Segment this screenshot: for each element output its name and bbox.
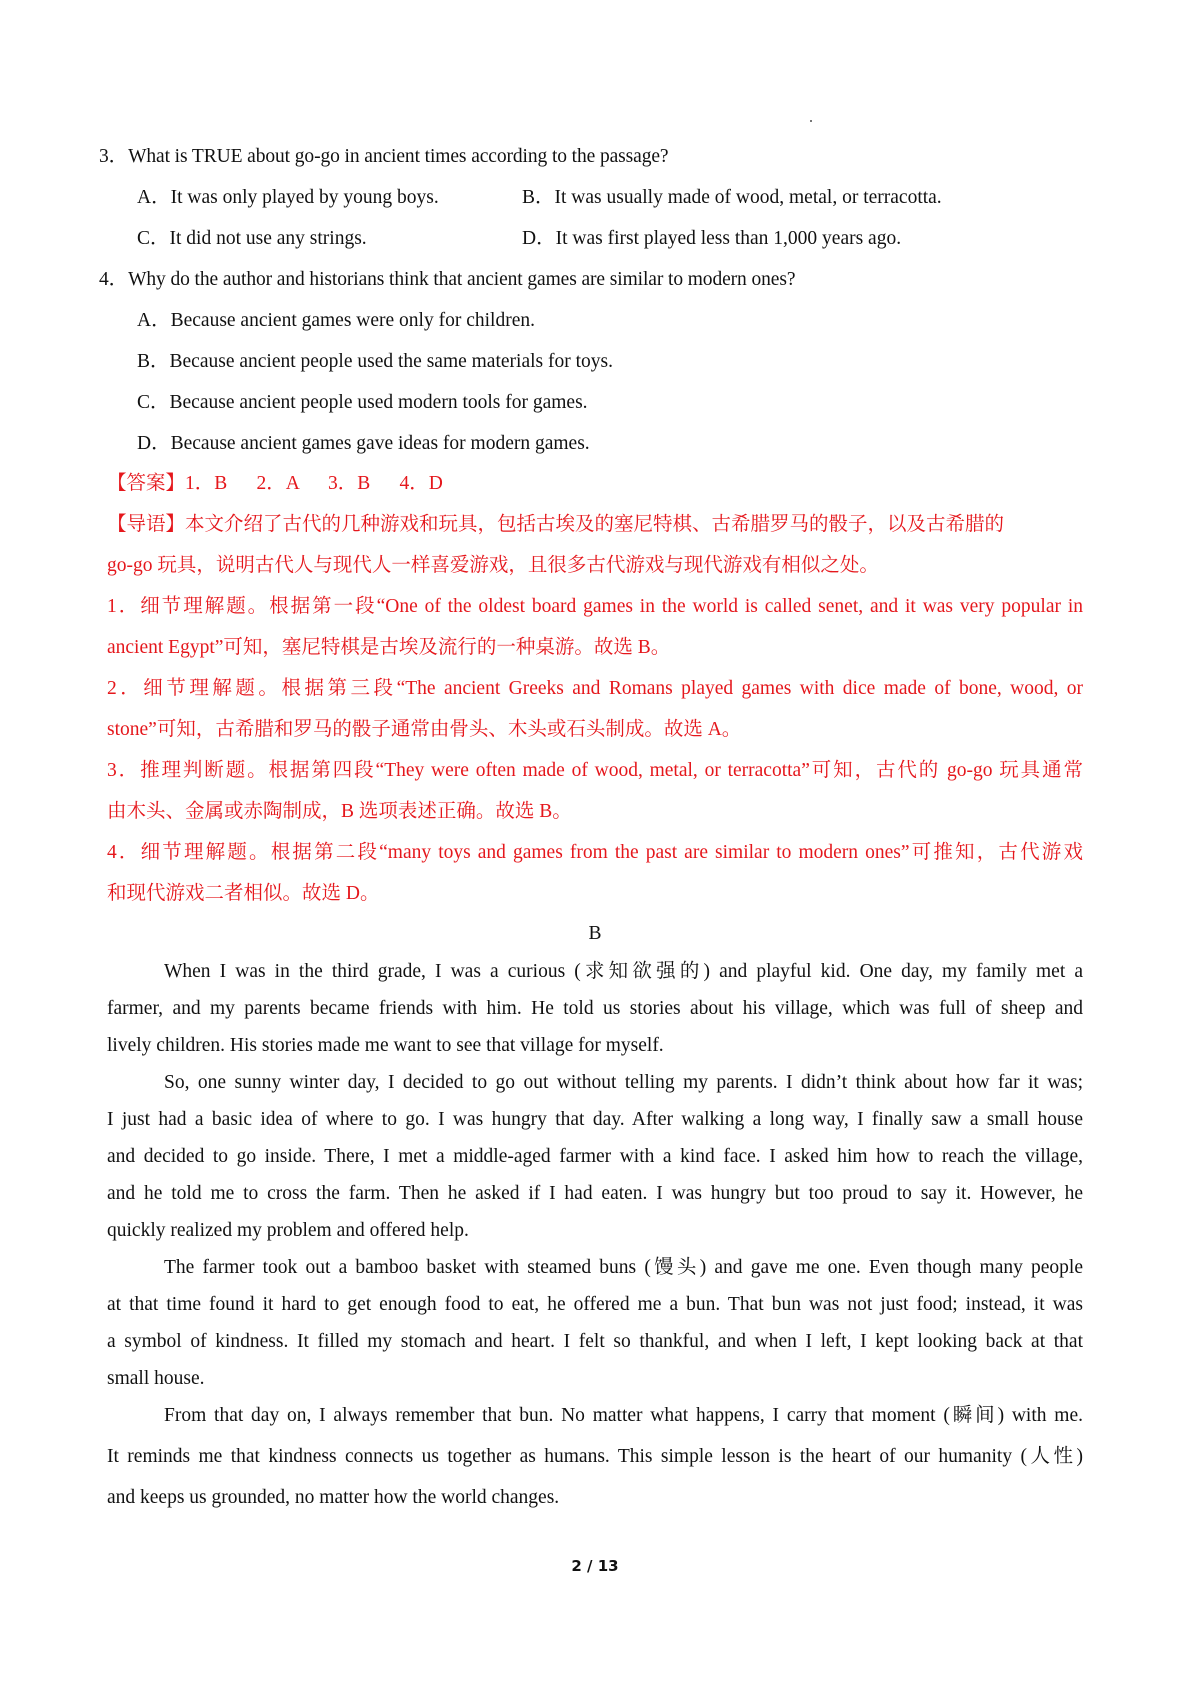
question-3: [99, 143, 1075, 171]
passage-p4-line-1: From that day on, I always remember that bun. No matter what happens, I carry that moment (瞬间) with me.: [164, 1405, 1083, 1426]
section-title: B: [588, 923, 602, 944]
option-label: D．: [522, 228, 556, 249]
question-text: What is TRUE about go-go in ancient times according to the passage?: [128, 146, 669, 167]
question-number: 3．: [99, 146, 129, 167]
option-4a: [137, 307, 1113, 335]
option-3c: [137, 225, 517, 253]
option-3b: [522, 184, 1022, 212]
option-label: C．: [137, 392, 170, 413]
guide-line-1: [107, 511, 1083, 539]
option-label: B．: [522, 187, 555, 208]
option-label: C．: [137, 228, 170, 249]
guide-line-2: go-go 玩具，说明古代人与现代人一样喜爱游戏，且很多古代游戏与现代游戏有相似之处。: [107, 555, 879, 576]
option-text: Because ancient people used modern tools for games.: [169, 392, 588, 413]
answer-text: 1．B 2．A 3．B 4．D: [185, 473, 443, 494]
option-text: Because ancient games were only for children.: [170, 310, 535, 331]
option-label: A．: [137, 310, 171, 331]
answer-label: 【答案】: [107, 473, 186, 494]
explanation-2-line-2: stone”可知，古希腊和罗马的骰子通常由骨头、木头或石头制成。故选 A。: [107, 719, 742, 740]
option-4c: [137, 389, 1113, 417]
option-text: Because ancient people used the same materials for toys.: [169, 351, 613, 372]
passage-p3-line-3: a symbol of kindness. It filled my stomach and heart. I felt so thankful, and when I left, I kept looking back at that: [107, 1331, 1083, 1352]
explanation-4-line-2: 和现代游戏二者相似。故选 D。: [107, 883, 380, 904]
passage-p2-line-2: I just had a basic idea of where to go. I was hungry that day. After walking a long way, I finally saw a small house: [107, 1109, 1083, 1130]
explanation-1-line-1: 1．细节理解题。根据第一段“One of the oldest board games in the world is called senet, and it was very popular in: [107, 596, 1083, 617]
option-text: It did not use any strings.: [169, 228, 367, 249]
option-4d: [137, 430, 1113, 458]
question-text: Why do the author and historians think that ancient games are similar to modern ones?: [128, 269, 796, 290]
explanation-4-line-1: 4．细节理解题。根据第二段“many toys and games from the past are similar to modern ones”可推知，古代游戏: [107, 842, 1083, 863]
passage-p2-line-4: and he told me to cross the farm. Then he asked if I had eaten. I was hungry but too proud to say it. However, he: [107, 1183, 1083, 1204]
option-text: It was first played less than 1,000 years ago.: [555, 228, 902, 249]
passage-p2-line-3: and decided to go inside. There, I met a middle-aged farmer with a kind face. I asked him how to reach the village,: [107, 1146, 1083, 1167]
option-4b: [137, 348, 1113, 376]
option-text: It was only played by young boys.: [170, 187, 439, 208]
passage-p3-line-2: at that time found it hard to get enough food to eat, he offered me a bun. That bun was not just food; instead, it was: [107, 1294, 1083, 1315]
page-number: 2 / 13: [571, 1557, 619, 1575]
passage-p4-line-2: It reminds me that kindness connects us together as humans. This simple lesson is the heart of our humanity (人性): [107, 1446, 1083, 1467]
explanation-3-line-2: 由木头、金属或赤陶制成，B 选项表述正确。故选 B。: [107, 801, 572, 822]
passage-p2-line-5: quickly realized my problem and offered help.: [107, 1220, 469, 1241]
passage-p3-line-1: The farmer took out a bamboo basket with steamed buns (馒头) and gave me one. Even though many people: [164, 1257, 1083, 1278]
stray-mark: [810, 120, 812, 122]
guide-label: 【导语】: [107, 514, 186, 535]
option-label: B．: [137, 351, 170, 372]
option-3d: [522, 225, 1022, 253]
passage-p2-line-1: So, one sunny winter day, I decided to go out without telling my parents. I didn’t think about how far it was;: [164, 1072, 1083, 1093]
guide-text: 本文介绍了古代的几种游戏和玩具，包括古埃及的塞尼特棋、古希腊罗马的骰子，以及古希腊的: [185, 514, 1005, 535]
option-text: Because ancient games gave ideas for modern games.: [170, 433, 590, 454]
passage-p3-line-4: small house.: [107, 1368, 205, 1389]
passage-p1-line-2: farmer, and my parents became friends with him. He told us stories about his village, which was full of sheep and: [107, 998, 1083, 1019]
question-4: [99, 266, 1075, 294]
option-label: D．: [137, 433, 171, 454]
option-3a: [137, 184, 517, 212]
passage-p4-line-3: and keeps us grounded, no matter how the world changes.: [107, 1487, 560, 1508]
option-text: It was usually made of wood, metal, or terracotta.: [554, 187, 942, 208]
explanation-2-line-1: 2．细节理解题。根据第三段“The ancient Greeks and Romans played games with dice made of bone, wood, or: [107, 678, 1083, 699]
explanation-3-line-1: 3．推理判断题。根据第四段“They were often made of wood, metal, or terracotta”可知，古代的 go-go 玩具通常: [107, 760, 1083, 781]
option-label: A．: [137, 187, 171, 208]
question-number: 4．: [99, 269, 129, 290]
explanation-1-line-2: ancient Egypt”可知，塞尼特棋是古埃及流行的一种桌游。故选 B。: [107, 637, 671, 658]
passage-p1-line-1: When I was in the third grade, I was a curious (求知欲强的) and playful kid. One day, my family met a: [164, 961, 1083, 982]
passage-p1-line-3: lively children. His stories made me want to see that village for myself.: [107, 1035, 664, 1056]
answer-key: [107, 470, 1083, 498]
